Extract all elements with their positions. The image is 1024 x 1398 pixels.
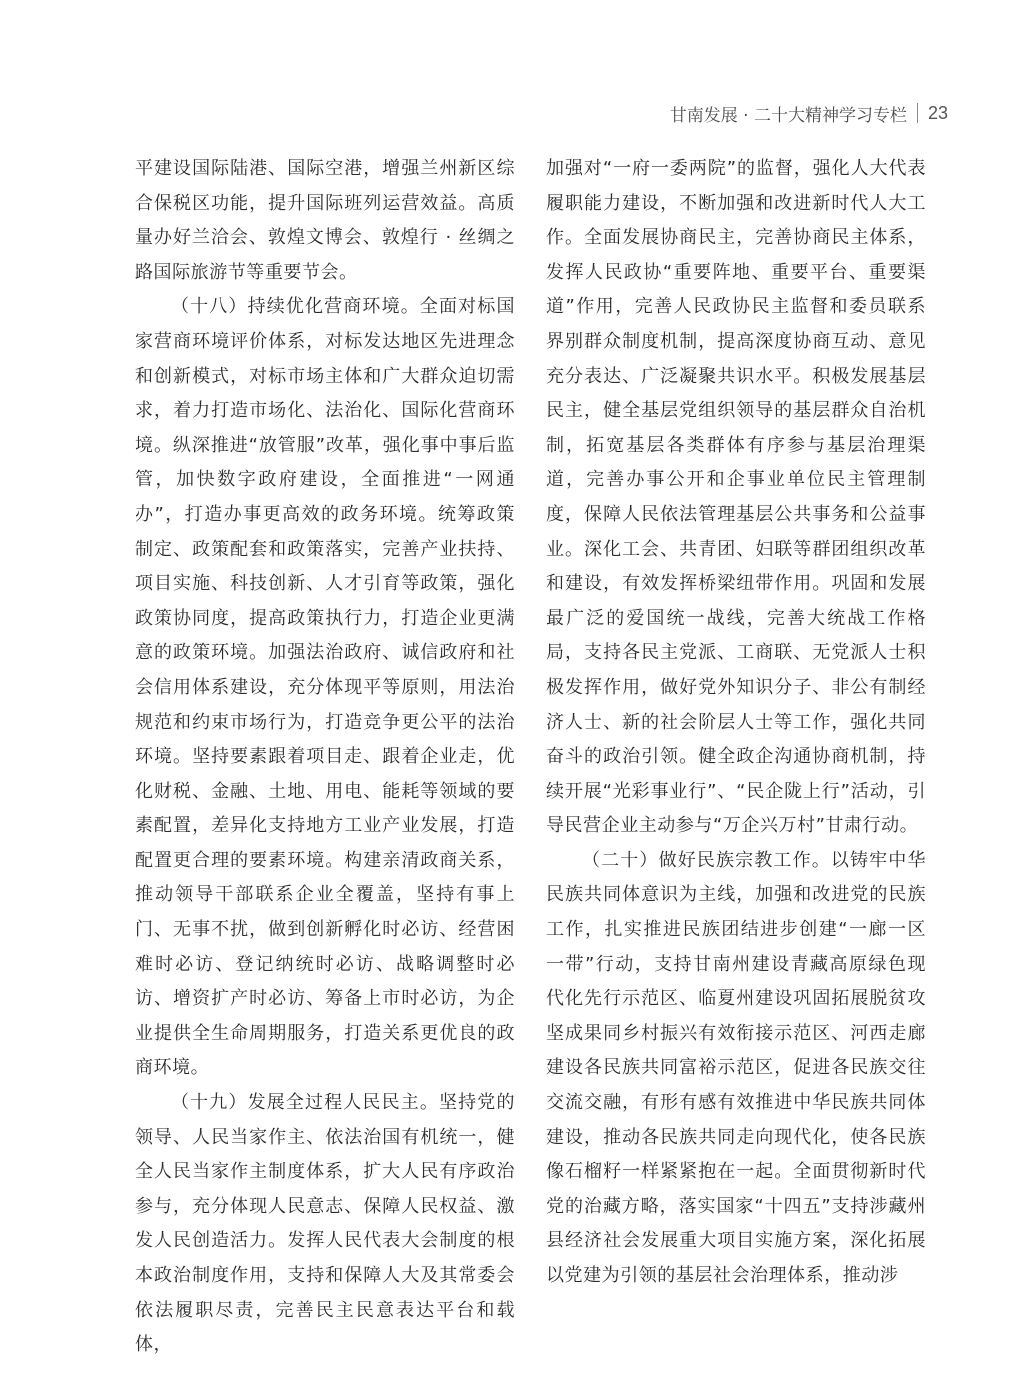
paragraph: （十九）发展全过程人民民主。坚持党的领导、人民当家作主、依法治国有机统一，健全人民当家作主制度体系，扩大人民有序政治参与，充分体现人民意志、保障人民权益、激发人民创造活力。发挥人民代表大会制度的根本政治制度作用，支持和保障人大及其常委会依法履职尽责，完善民主民意表达平台和载体，: [135, 1092, 515, 1356]
running-header: [670, 100, 948, 126]
header-title: 甘南发展 · 二十大精神学习专栏: [669, 105, 907, 126]
paragraph: （二十）做好民族宗教工作。以铸牢中华民族共同体意识为主线，加强和改进党的民族工作，扎实推进民族团结进步创建“一廊一区一带”行动，支持甘南州建设青藏高原绿色现代化先行示范区、临夏州建设巩固拓展脱贫攻坚成果同乡村振兴有效衔接示范区、河西走廊建设各民族共同富裕示范区，促进各民族交往交流交融，有形有感有效推进中华民族共同体建设，推动各民族共同走向现代化，使各民族像石榴籽一样紧紧抱在一起。全面贯彻新时代党的治藏方略，落实国家“十四五”支持涉藏州县经济社会发展重大项目实施方案，深化拓展以党建为引领的基层社会治理体系，推动涉: [546, 849, 926, 1286]
paragraph: （十八）持续优化营商环境。全面对标国家营商环境评价体系，对标发达地区先进理念和创新模式，对标市场主体和广大群众迫切需求，着力打造市场化、法治化、国际化营商环境。纵深推进“放管服”改革，强化事中事后监管，加快数字政府建设，全面推进“一网通办”，打造办事更高效的政务环境。统筹政策制定、政策配套和政策落实，完善产业扶持、项目实施、科技创新、人才引育等政策，强化政策协同度，提高政策执行力，打造企业更满意的政策环境。加强法治政府、诚信政府和社会信用体系建设，充分体现平等原则，用法治规范和约束市场行为，打造竞争更公平的法治环境。坚持要素跟着项目走、跟着企业走，优化财税、金融、土地、用电、能耗等领域的要素配置，差异化支持地方工业产业发展，打造配置更合理的要素环境。构建亲清政商关系，推动领导干部联系企业全覆盖，坚持有事上门、无事不扰，做到创新孵化时必访、经营困难时必访、登记纳统时必访、战略调整时必访、增资扩产时必访、筹备上市时必访，为企业提供全生命周期服务，打造关系更优良的政商环境。: [135, 296, 515, 1079]
paragraph: 平建设国际陆港、国际空港，增强兰州新区综合保税区功能，提升国际班列运营效益。高质量办好兰洽会、敦煌文博会、敦煌行 · 丝绸之路国际旅游节等重要节会。: [135, 158, 515, 283]
page-number: 23: [927, 102, 948, 123]
paragraph: 加强对“一府一委两院”的监督，强化人大代表履职能力建设，不断加强和改进新时代人大工作。全面发展协商民主，完善协商民主体系，发挥人民政协“重要阵地、重要平台、重要渠道”作用，完善人民政协民主监督和委员联系界别群众制度机制，提高深度协商互动、意见充分表达、广泛凝聚共识水平。积极发展基层民主，健全基层党组织领导的基层群众自治机制，拓宽基层各类群体有序参与基层治理渠道，完善办事公开和企事业单位民主管理制度，保障人民依法管理基层公共事务和公益事业。深化工会、共青团、妇联等群团组织改革和建设，有效发挥桥梁纽带作用。巩固和发展最广泛的爱国统一战线，完善大统战工作格局，支持各民主党派、工商联、无党派人士积极发挥作用，做好党外知识分子、非公有制经济人士、新的社会阶层人士等工作，强化共同奋斗的政治引领。健全政企沟通协商机制，持续开展“光彩事业行”、“民企陇上行”活动，引导民营企业主动参与“万企兴万村”甘肃行动。: [546, 158, 926, 837]
left-column: [135, 152, 515, 1363]
header-divider: [917, 103, 918, 123]
right-column: [546, 152, 926, 1294]
